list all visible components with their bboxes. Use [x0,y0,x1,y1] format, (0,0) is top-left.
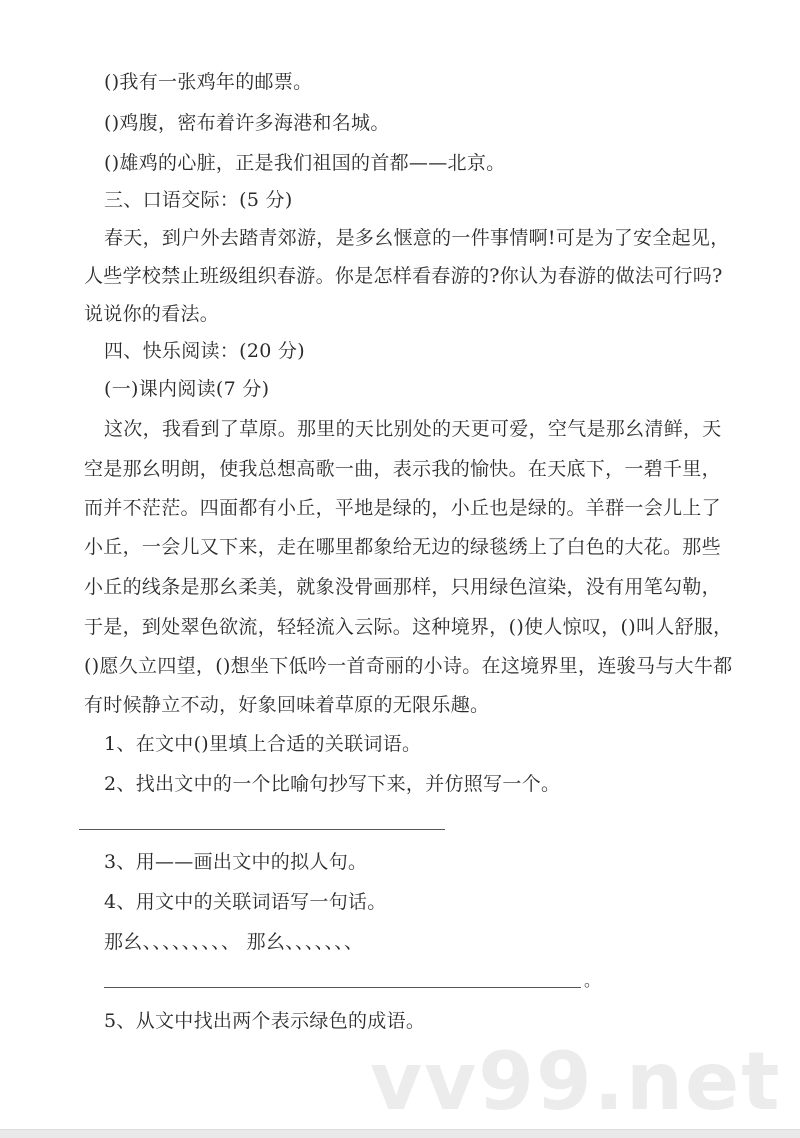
passage-line: 空是那幺明朗，使我总想高歌一曲，表示我的愉快。在天底下，一碧千里， [84,458,721,480]
passage-line: 有时候静立不动，好象回味着草原的无限乐趣。 [84,694,490,716]
passage-line: 于是，到处翠色欲流，轻轻流入云际。这种境界，()使人惊叹，()叫人舒服， [84,616,733,638]
paragraph-line: 说说你的看法。 [84,303,220,325]
section-heading: 四、快乐阅读：(20 分) [104,340,305,362]
section-heading: 三、口语交际：(5 分) [104,189,293,211]
subsection-heading: (一)课内阅读(7 分) [104,378,270,400]
text-line: ()我有一张鸡年的邮票。 [104,71,313,93]
question-1: 1、在文中()里填上合适的关联词语。 [104,733,422,755]
passage-line: ()愿久立四望，()想坐下低吟一首奇丽的小诗。在这境界里，连骏马与大牛都 [84,655,733,677]
paragraph-line: 春天，到户外去踏青郊游，是多幺惬意的一件事情啊!可是为了安全起见， [104,227,730,249]
text-line: ()雄鸡的心脏，正是我们祖国的首都——北京。 [104,152,506,174]
passage-line: 小丘的线条是那幺柔美，就象没骨画那样，只用绿色渲染，没有用笔勾勒， [84,576,721,598]
text-line: ()鸡腹，密布着许多海港和名城。 [104,112,390,134]
watermark: vv99.net [370,1035,782,1128]
question-5: 5、从文中找出两个表示绿色的成语。 [104,1010,426,1032]
passage-line: 这次，我看到了草原。那里的天比别处的天更可爱，空气是那幺清鲜，天 [104,418,722,440]
answer-line [79,829,445,830]
answer-line [104,987,581,988]
passage-line: 小丘，一会儿又下来，走在哪里都象给无边的绿毯绣上了白色的大花。那些 [84,536,721,558]
question-4: 4、用文中的关联词语写一句话。 [104,891,387,913]
paragraph-line: 人些学校禁止班级组织春游。你是怎样看春游的?你认为春游的做法可行吗? [84,265,723,287]
question-3: 3、用——画出文中的拟人句。 [104,851,368,873]
question-2: 2、找出文中的一个比喻句抄写下来，并仿照写一个。 [104,773,561,795]
passage-line: 而并不茫茫。四面都有小丘，平地是绿的，小丘也是绿的。羊群一会儿上了 [84,497,721,519]
answer-line-period: 。 [584,971,601,990]
question-4-prompt: 那幺、、、、、、、、、 那幺、、、、、、、 [104,931,364,953]
